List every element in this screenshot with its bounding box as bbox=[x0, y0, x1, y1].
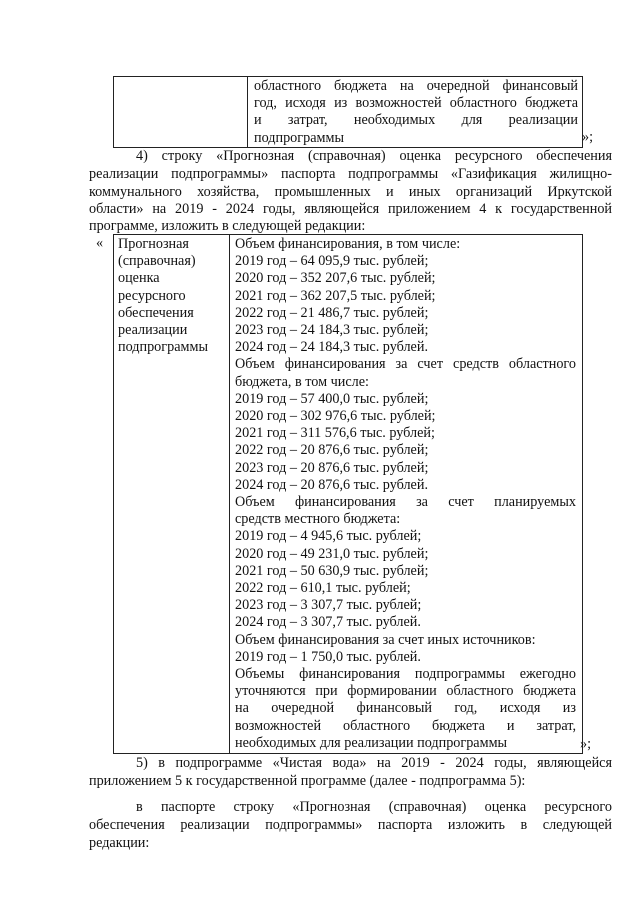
funding-line: необходимых для реализации подпрограммы bbox=[235, 734, 508, 751]
main-table-value-cell bbox=[230, 235, 583, 754]
funding-line: 2022 год – 20 876,6 тыс. рублей; bbox=[235, 442, 429, 459]
label-line: подпрограммы bbox=[118, 339, 208, 356]
funding-line: 2020 год – 302 976,6 тыс. рублей; bbox=[235, 408, 436, 425]
label-line: Прогнозная bbox=[118, 236, 189, 252]
main-table bbox=[113, 234, 583, 754]
top-table bbox=[113, 76, 583, 148]
label-line: (справочная) bbox=[118, 253, 196, 270]
main-table-opening-quote: « bbox=[96, 235, 104, 251]
funding-line: 2024 год – 24 184,3 тыс. рублей. bbox=[235, 339, 428, 356]
passport-line: обеспечения реализации подпрограммы» паспорта изложить в следующей bbox=[89, 817, 612, 833]
funding-line: 2020 год – 352 207,6 тыс. рублей; bbox=[235, 270, 436, 287]
funding-line: 2023 год – 3 307,7 тыс. рублей; bbox=[235, 597, 422, 614]
funding-line: Объем финансирования, в том числе: bbox=[235, 236, 461, 252]
top-table-line: подпрограммы bbox=[254, 129, 344, 146]
label-line: ресурсного bbox=[118, 287, 186, 304]
passport-line: редакции: bbox=[89, 835, 150, 851]
passport-line: в паспорте строку «Прогнозная (справочная) оценка ресурсного bbox=[136, 799, 612, 815]
funding-line: 2023 год – 24 184,3 тыс. рублей; bbox=[235, 322, 429, 339]
item4-line: коммунального хозяйства, промышленных и иных организаций Иркутской bbox=[89, 184, 612, 200]
item4-line: программе, изложить в следующей редакции: bbox=[89, 218, 366, 234]
funding-line: 2019 год – 1 750,0 тыс. рублей. bbox=[235, 648, 421, 665]
funding-line: 2019 год – 64 095,9 тыс. рублей; bbox=[235, 253, 429, 270]
top-table-text-cell bbox=[248, 77, 583, 148]
funding-line: уточняются при формировании областного бюджета bbox=[235, 683, 576, 700]
funding-line: 2023 год – 20 876,6 тыс. рублей; bbox=[235, 459, 429, 476]
top-table-line: год, исходя из возможностей областного бюджета bbox=[254, 95, 578, 112]
funding-line: 2021 год – 50 630,9 тыс. рублей; bbox=[235, 562, 429, 579]
item5-line: приложением 5 к государственной программе (далее - подпрограмма 5): bbox=[89, 773, 526, 789]
item5-line: 5) в подпрограмме «Чистая вода» на 2019 - 2024 годы, являющейся bbox=[136, 755, 612, 771]
top-table-empty-cell bbox=[114, 77, 248, 148]
funding-line: 2021 год – 311 576,6 тыс. рублей; bbox=[235, 425, 435, 442]
funding-line: 2020 год – 49 231,0 тыс. рублей; bbox=[235, 545, 429, 562]
funding-line: Объем финансирования за счет планируемых bbox=[235, 494, 576, 511]
funding-line: 2019 год – 57 400,0 тыс. рублей; bbox=[235, 390, 429, 407]
funding-line: средств местного бюджета: bbox=[235, 511, 401, 528]
main-table-closing-quote: »; bbox=[580, 736, 592, 752]
funding-line: 2022 год – 610,1 тыс. рублей; bbox=[235, 580, 411, 597]
item4-line: 4) строку «Прогнозная (справочная) оценка ресурсного обеспечения bbox=[136, 148, 612, 164]
funding-line: на очередной финансовый год, исходя из bbox=[235, 700, 576, 717]
top-table-closing-quote: »; bbox=[582, 129, 594, 145]
item4-line: области» на 2019 - 2024 годы, являющейся приложением 4 к государственной bbox=[89, 201, 612, 217]
funding-line: Объем финансирования за счет иных источников: bbox=[235, 631, 536, 648]
funding-line: 2019 год – 4 945,6 тыс. рублей; bbox=[235, 528, 422, 545]
item4-line: реализации подпрограммы» паспорта подпрограммы «Газификация жилищно- bbox=[89, 166, 612, 182]
funding-line: 2021 год – 362 207,5 тыс. рублей; bbox=[235, 287, 436, 304]
funding-line: возможностей областного бюджета и затрат, bbox=[235, 717, 576, 734]
main-table-label-cell bbox=[114, 235, 230, 754]
funding-line: Объем финансирования за счет средств областного bbox=[235, 356, 576, 373]
label-line: реализации bbox=[118, 322, 188, 339]
top-table-line: и затрат, необходимых для реализации bbox=[254, 112, 578, 129]
top-table-line: областного бюджета на очередной финансовый bbox=[254, 78, 578, 94]
funding-line: 2022 год – 21 486,7 тыс. рублей; bbox=[235, 304, 429, 321]
label-line: оценка bbox=[118, 270, 160, 287]
label-line: обеспечения bbox=[118, 304, 194, 321]
funding-line: 2024 год – 3 307,7 тыс. рублей. bbox=[235, 614, 421, 631]
funding-line: 2024 год – 20 876,6 тыс. рублей. bbox=[235, 476, 428, 493]
funding-line: Объемы финансирования подпрограммы ежегодно bbox=[235, 666, 576, 683]
funding-line: бюджета, в том числе: bbox=[235, 373, 369, 390]
